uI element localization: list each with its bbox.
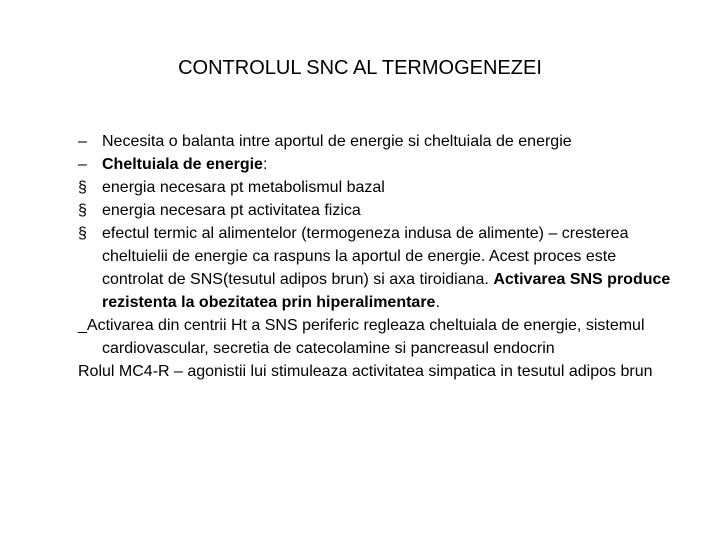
paragraph-mc4r: Rolul MC4-R – agonistii lui stimuleaza activitatea simpatica in tesutul adipos brun <box>78 363 653 380</box>
list-item-text: energia necesara pt metabolismul bazal <box>102 179 385 196</box>
list-item <box>78 130 678 153</box>
list-item-bold-text: Cheltuiala de energie <box>102 156 263 173</box>
dash-bullet: – <box>78 133 87 150</box>
list-item-text: : <box>262 156 268 173</box>
dash-bullet: – <box>78 156 87 173</box>
list-item-tail: . <box>435 294 440 311</box>
list-item <box>78 153 678 176</box>
slide-content <box>78 130 678 383</box>
list-item <box>78 222 678 314</box>
list-item <box>78 199 678 222</box>
list-item <box>78 176 678 199</box>
slide-title: CONTROLUL SNC AL TERMOGENEZEI <box>178 57 542 79</box>
square-bullet-icon: § <box>78 202 87 219</box>
square-bullet-icon: § <box>78 225 87 242</box>
list-item-text: efectul termic al alimentelor (termogeneza indusa de alimente) – cresterea cheltuielii de energie ca raspuns la aportul de energie. Acest proces este controlat de SNS(tesutul adipos brun) si axa tiroidiana. <box>102 225 629 288</box>
square-bullet-icon: § <box>78 179 87 196</box>
list-item-bold-text: Activarea SNS produce rezistenta la obezitatea prin hiperalimentare <box>102 271 671 311</box>
list-item-text: Necesita o balanta intre aportul de energie si cheltuiala de energie <box>102 133 572 150</box>
list-item-text: energia necesara pt activitatea fizica <box>102 202 361 219</box>
paragraph-activation: _Activarea din centrii Ht a SNS periferic regleaza cheltuiala de energie, sistemul cardiovascular, secretia de catecolamine si pancreasul endocrin <box>78 317 645 357</box>
